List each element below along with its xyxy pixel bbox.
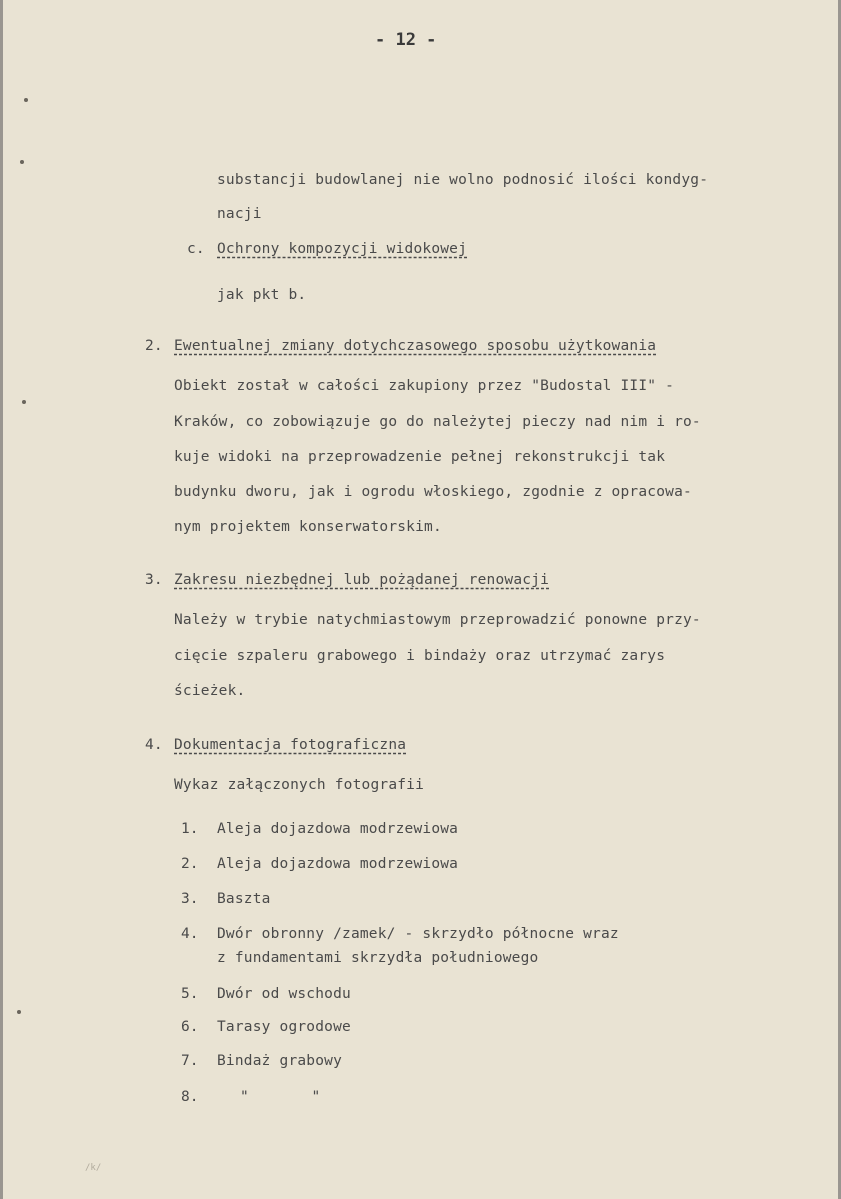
section-2-line: Obiekt został w całości zakupiony przez "Budostal III" - xyxy=(174,378,675,394)
photo-number: 3. xyxy=(181,891,199,907)
section-c-text: jak pkt b. xyxy=(217,287,307,303)
section-2-line: budynku dworu, jak i ogrodu włoskiego, zgodnie z opracowa- xyxy=(174,484,692,500)
section-3-line: ścieżek. xyxy=(174,683,246,699)
photo-caption: " " xyxy=(240,1089,321,1105)
page-number: - 12 - xyxy=(375,30,437,50)
photo-number: 8. xyxy=(181,1089,199,1105)
section-2-line: kuje widoki na przeprowadzenie pełnej rekonstrukcji tak xyxy=(174,449,666,465)
photo-caption-continued: z fundamentami skrzydła południowego xyxy=(217,950,539,966)
photo-caption: Baszta xyxy=(217,891,271,907)
photo-number: 7. xyxy=(181,1053,199,1069)
punch-hole-mark xyxy=(24,98,28,102)
photo-caption: Dwór od wschodu xyxy=(217,986,351,1002)
photo-caption: Dwór obronny /zamek/ - skrzydło północne wraz xyxy=(217,926,619,942)
section-2-heading: Ewentualnej zmiany dotychczasowego sposobu użytkowania xyxy=(174,338,657,354)
section-4-subheading: Wykaz załączonych fotografii xyxy=(174,777,425,793)
section-3-line: Należy w trybie natychmiastowym przeprowadzić ponowne przy- xyxy=(174,612,701,628)
bottom-mark: /k/ xyxy=(85,1163,102,1173)
photo-caption: Aleja dojazdowa modrzewiowa xyxy=(217,821,459,837)
section-c-heading: Ochrony kompozycji widokowej xyxy=(217,241,468,257)
section-2-label: 2. xyxy=(145,338,163,354)
photo-number: 4. xyxy=(181,926,199,942)
photo-number: 2. xyxy=(181,856,199,872)
section-4-heading: Dokumentacja fotograficzna xyxy=(174,737,407,753)
photo-number: 6. xyxy=(181,1019,199,1035)
section-2-line: Kraków, co zobowiązuje go do należytej pieczy nad nim i ro- xyxy=(174,414,701,430)
intro-line-1: substancji budowlanej nie wolno podnosić ilości kondyg- xyxy=(217,172,709,188)
punch-hole-mark xyxy=(20,160,24,164)
section-c-label: c. xyxy=(187,241,205,257)
photo-caption: Tarasy ogrodowe xyxy=(217,1019,351,1035)
section-2-line: nym projektem konserwatorskim. xyxy=(174,519,442,535)
photo-caption: Aleja dojazdowa modrzewiowa xyxy=(217,856,459,872)
intro-line-2: nacji xyxy=(217,206,262,222)
photo-caption: Bindaż grabowy xyxy=(217,1053,343,1069)
page-left-edge xyxy=(0,0,3,1199)
punch-hole-mark xyxy=(22,400,26,404)
section-3-heading: Zakresu niezbędnej lub pożądanej renowacji xyxy=(174,572,550,588)
section-3-line: cięcie szpaleru grabowego i bindaży oraz utrzymać zarys xyxy=(174,648,666,664)
section-3-label: 3. xyxy=(145,572,163,588)
section-4-label: 4. xyxy=(145,737,163,753)
photo-number: 5. xyxy=(181,986,199,1002)
photo-number: 1. xyxy=(181,821,199,837)
punch-hole-mark xyxy=(17,1010,21,1014)
